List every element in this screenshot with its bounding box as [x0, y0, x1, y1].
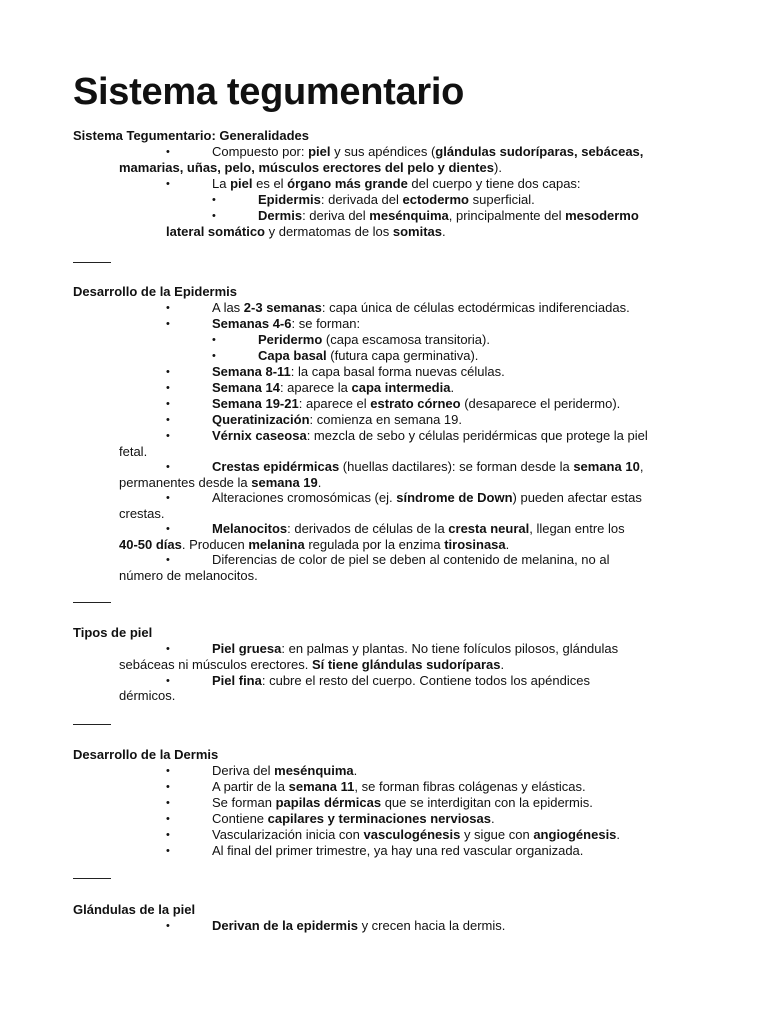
text: A partir de la: [212, 779, 289, 794]
text: .: [450, 380, 455, 395]
text: y sus apéndices (: [330, 144, 436, 159]
section-divider: [73, 724, 111, 725]
bullet-icon: •: [166, 382, 170, 394]
bold-text: semana 11: [288, 779, 355, 794]
text: crestas.: [119, 506, 165, 521]
text-line: [212, 459, 643, 475]
text: superficial.: [469, 192, 535, 207]
bold-text: ectodermo: [402, 192, 469, 207]
text-line: [258, 348, 478, 364]
bullet-icon: •: [166, 318, 170, 330]
text-line: [212, 552, 609, 568]
text: Al final del primer trimestre, ya hay una red vascular organizada.: [212, 843, 584, 858]
text: del cuerpo y tiene dos capas:: [407, 176, 581, 191]
text-line: [212, 364, 505, 380]
bullet-icon: •: [212, 350, 216, 362]
bold-text: somitas: [392, 224, 443, 239]
bold-text: Capa basal: [258, 348, 327, 363]
text: .: [505, 537, 510, 552]
bold-text: 2-3 semanas: [243, 300, 322, 315]
text: dérmicos.: [119, 688, 176, 703]
text: : cubre el resto del cuerpo. Contiene todos los apéndices: [261, 673, 590, 688]
text: : en palmas y plantas. No tiene folículos pilosos, glándulas: [281, 641, 619, 656]
text-line: [258, 332, 490, 348]
text: ,: [639, 459, 644, 474]
text-line: [119, 537, 509, 553]
bullet-icon: •: [166, 523, 170, 535]
bold-text: Sí tiene glándulas sudoríparas: [311, 657, 501, 672]
text: sebáceas ni músculos erectores.: [119, 657, 312, 672]
text: que se interdigitan con la epidermis.: [381, 795, 593, 810]
text-line: [212, 176, 581, 192]
text-line: [212, 641, 618, 657]
bold-text: Piel gruesa: [212, 641, 282, 656]
text: y crecen hacia la dermis.: [357, 918, 506, 933]
page-title: Sistema tegumentario: [73, 71, 464, 113]
text: , principalmente del: [448, 208, 566, 223]
bold-text: lateral somático: [166, 224, 265, 239]
text: y dermatomas de los: [265, 224, 393, 239]
text-line: [212, 779, 586, 795]
text: ).: [493, 160, 502, 175]
bold-text: glándulas sudoríparas, sebáceas,: [435, 144, 644, 159]
text-line: [258, 208, 639, 224]
text: Se forman: [212, 795, 276, 810]
text: La: [212, 176, 231, 191]
text: (huellas dactilares): se forman desde la: [339, 459, 574, 474]
text: : aparece el: [298, 396, 371, 411]
bold-text: piel: [308, 144, 331, 159]
text-line: [212, 316, 360, 332]
text-line: [119, 568, 258, 584]
bullet-icon: •: [212, 334, 216, 346]
bullet-icon: •: [166, 178, 170, 190]
text: número de melanocitos.: [119, 568, 258, 583]
text: es el: [252, 176, 288, 191]
bold-text: semana 10: [573, 459, 640, 474]
bold-text: vasculogénesis: [363, 827, 461, 842]
text: : capa única de células ectodérmicas indiferenciadas.: [321, 300, 630, 315]
bullet-icon: •: [166, 492, 170, 504]
bold-text: melanina: [248, 537, 305, 552]
text-line: [212, 300, 630, 316]
bold-text: mamarias, uñas, pelo, músculos erectores del pelo y dientes: [119, 160, 494, 175]
text-line: [212, 827, 620, 843]
text: Compuesto por:: [212, 144, 309, 159]
text: fetal.: [119, 444, 148, 459]
text: regulada por la enzima: [304, 537, 445, 552]
section-divider: [73, 878, 111, 879]
text: A las: [212, 300, 244, 315]
bullet-icon: •: [166, 430, 170, 442]
text-line: [212, 396, 620, 412]
text-line: [119, 657, 504, 673]
text: : aparece la: [279, 380, 352, 395]
text-line: [212, 843, 583, 859]
bold-text: Semana 19-21: [212, 396, 299, 411]
text: Deriva del: [212, 763, 275, 778]
text-line: [119, 475, 321, 491]
bold-text: Semanas 4-6: [212, 316, 292, 331]
bullet-icon: •: [166, 366, 170, 378]
text: : derivados de células de la: [287, 521, 449, 536]
text: : deriva del: [302, 208, 370, 223]
text: . Producen: [181, 537, 249, 552]
text-line: [212, 521, 625, 537]
text: permanentes desde la: [119, 475, 252, 490]
bold-text: 40-50 días: [119, 537, 182, 552]
bold-text: Semana 8-11: [212, 364, 291, 379]
text-line: [212, 412, 462, 428]
section-heading: Desarrollo de la Epidermis: [73, 284, 238, 299]
text: Contiene: [212, 811, 268, 826]
bold-text: mesodermo: [565, 208, 639, 223]
text-line: [212, 763, 357, 779]
bold-text: Epidermis: [258, 192, 321, 207]
text: Diferencias de color de piel se deben al contenido de melanina, no al: [212, 552, 610, 567]
text-line: [212, 918, 505, 934]
bullet-icon: •: [212, 194, 216, 206]
bullet-icon: •: [166, 845, 170, 857]
text-line: [119, 506, 165, 522]
bold-text: semana 19: [251, 475, 318, 490]
text: , llegan entre los: [529, 521, 625, 536]
text: .: [317, 475, 322, 490]
text: Vascularización inicia con: [212, 827, 364, 842]
text: .: [500, 657, 505, 672]
bold-text: mesénquima: [274, 763, 354, 778]
text: : la capa basal forma nuevas células.: [290, 364, 505, 379]
bold-text: estrato córneo: [370, 396, 461, 411]
text: (capa escamosa transitoria).: [322, 332, 490, 347]
text-line: [119, 688, 175, 704]
text: (futura capa germinativa).: [326, 348, 479, 363]
bold-text: papilas dérmicas: [275, 795, 382, 810]
bullet-icon: •: [166, 146, 170, 158]
bold-text: Crestas epidérmicas: [212, 459, 340, 474]
text: .: [616, 827, 621, 842]
bold-text: cresta neural: [448, 521, 530, 536]
section-divider: [73, 262, 111, 263]
text-line: [212, 795, 593, 811]
section-heading: Sistema Tegumentario: Generalidades: [73, 128, 309, 143]
text: : comienza en semana 19.: [309, 412, 463, 427]
bold-text: Piel fina: [212, 673, 262, 688]
text-line: [212, 490, 642, 506]
text-line: [212, 380, 454, 396]
section-heading: Tipos de piel: [73, 625, 153, 640]
bold-text: angiogénesis: [533, 827, 617, 842]
bold-text: mesénquima: [369, 208, 449, 223]
text-line: [258, 192, 535, 208]
bold-text: Dermis: [258, 208, 303, 223]
bold-text: capilares y terminaciones nerviosas: [267, 811, 491, 826]
bold-text: Melanocitos: [212, 521, 288, 536]
bold-text: Queratinización: [212, 412, 310, 427]
text-line: [212, 428, 648, 444]
text-line: [212, 673, 590, 689]
bold-text: piel: [230, 176, 253, 191]
bullet-icon: •: [166, 302, 170, 314]
text: (desaparece el peridermo).: [460, 396, 621, 411]
text: : mezcla de sebo y células peridérmicas que protege la piel: [306, 428, 648, 443]
bullet-icon: •: [166, 675, 170, 687]
bullet-icon: •: [166, 813, 170, 825]
bullet-icon: •: [166, 398, 170, 410]
text: : se forman:: [291, 316, 361, 331]
text: ) pueden afectar estas: [512, 490, 642, 505]
text-line: [119, 444, 147, 460]
text: .: [442, 224, 446, 239]
section-heading: Glándulas de la piel: [73, 902, 196, 917]
text-line: [212, 811, 495, 827]
bold-text: Vérnix caseosa: [212, 428, 307, 443]
text-line: [119, 160, 502, 176]
bullet-icon: •: [166, 765, 170, 777]
bullet-icon: •: [166, 781, 170, 793]
section-divider: [73, 602, 111, 603]
bold-text: Peridermo: [258, 332, 323, 347]
bold-text: órgano más grande: [287, 176, 408, 191]
bold-text: tirosinasa: [444, 537, 506, 552]
bullet-icon: •: [166, 414, 170, 426]
text: y sigue con: [460, 827, 534, 842]
text: Alteraciones cromosómicas (ej.: [212, 490, 397, 505]
section-heading: Desarrollo de la Dermis: [73, 747, 219, 762]
text: .: [353, 763, 358, 778]
bullet-icon: •: [166, 829, 170, 841]
bullet-icon: •: [166, 643, 170, 655]
bullet-icon: •: [166, 554, 170, 566]
bullet-icon: •: [166, 797, 170, 809]
text-line: [166, 224, 446, 240]
text: : derivada del: [320, 192, 403, 207]
bullet-icon: •: [212, 210, 216, 222]
bold-text: Derivan de la epidermis: [212, 918, 358, 933]
text-line: [212, 144, 643, 160]
bullet-icon: •: [166, 920, 170, 932]
bold-text: Semana 14: [212, 380, 280, 395]
text: , se forman fibras colágenas y elásticas.: [354, 779, 586, 794]
bullet-icon: •: [166, 461, 170, 473]
bold-text: capa intermedia: [351, 380, 451, 395]
bold-text: síndrome de Down: [396, 490, 513, 505]
text: .: [490, 811, 495, 826]
